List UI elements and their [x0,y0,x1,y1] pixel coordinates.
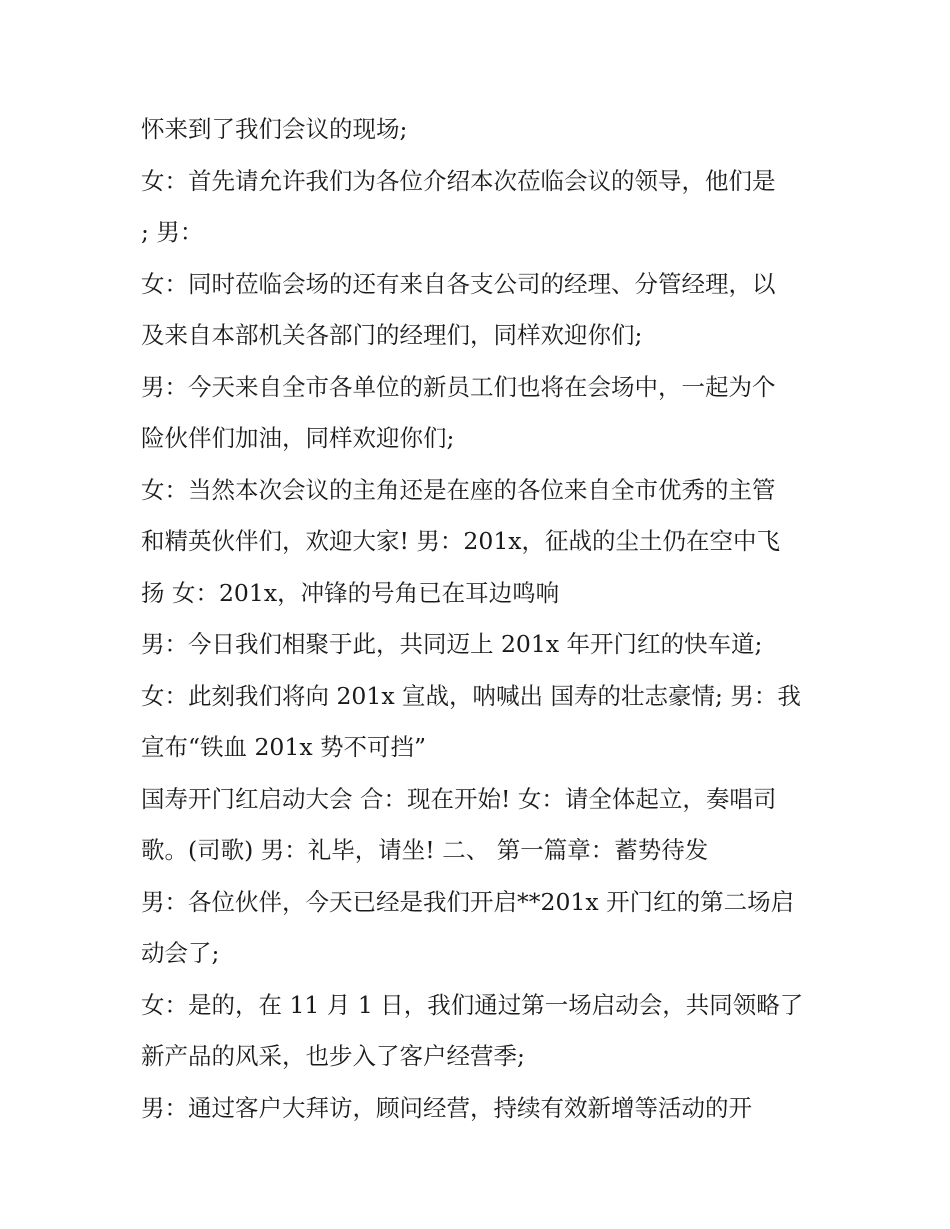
text-line: 宣布“铁血 201x 势不可挡” [141,733,427,761]
text-line: 女：首先请允许我们为各位介绍本次莅临会议的领导，他们是 [141,166,776,195]
text-line: 和精英伙伴们，欢迎大家! 男：201x，征战的尘土仍在空中飞 [141,527,781,555]
text-line: 扬 女：201x，冲锋的号角已在耳边鸣响 [141,578,560,607]
text-line: 男：各位伙伴，今天已经是我们开启**201x 开门红的第二场启 [141,887,795,916]
text-line: 女：是的，在 11 月 1 日，我们通过第一场启动会，共同领略了 [141,990,804,1019]
text-line: 动会了; [141,939,220,967]
text-line: 男：通过客户大拜访，顾问经营，持续有效新增等活动的开 [141,1093,752,1122]
text-line: 国寿开门红启动大会 合：现在开始! 女：请全体起立，奏唱司 [141,784,777,813]
text-line: 及来自本部机关各部门的经理们，同样欢迎你们; [141,321,643,349]
body-text [141,104,821,1134]
text-line: ; 男： [141,218,204,246]
text-line: 男：今日我们相聚于此，共同迈上 201x 年开门红的快车道; [141,630,763,658]
text-line: 女：此刻我们将向 201x 宣战，呐喊出 国寿的壮志豪情; 男：我 [141,681,801,710]
text-line: 险伙伴们加油，同样欢迎你们; [141,424,455,452]
text-line: 怀来到了我们会议的现场; [141,115,408,143]
text-line: 女：当然本次会议的主角还是在座的各位来自全市优秀的主管 [141,475,776,504]
text-line: 新产品的风采，也步入了客户经营季; [141,1042,525,1070]
text-line: 女：同时莅临会场的还有来自各支公司的经理、分管经理，以 [141,269,776,298]
text-line: 歌。(司歌) 男：礼毕，请坐! 二、 第一篇章：蓄势待发 [141,836,709,864]
text-line: 男：今天来自全市各单位的新员工们也将在会场中，一起为个 [141,372,776,401]
